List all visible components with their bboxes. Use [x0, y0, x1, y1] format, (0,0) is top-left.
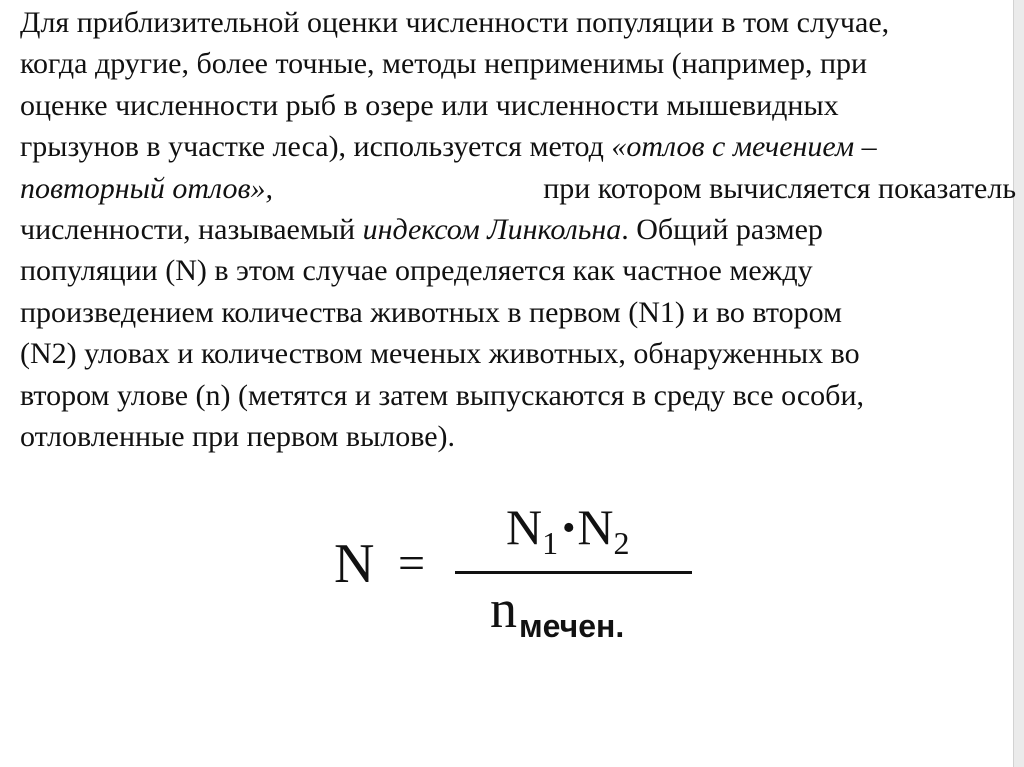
text-line: [20, 168, 1016, 209]
text-run: оценке численности рыб в озере или численности мышевидных: [20, 88, 839, 122]
denominator-subscript: мечен.: [519, 608, 625, 644]
formula-equals-sign: =: [398, 537, 426, 590]
text-run: произведением количества животных в первом (N1) и во втором: [20, 295, 842, 329]
method-name-italic: «отлов с мечением –: [611, 130, 877, 164]
numerator-subscript-1: 1: [542, 525, 559, 561]
text-run: численности, называемый: [20, 213, 363, 247]
body-paragraph: [20, 2, 1016, 457]
text-run: когда другие, более точные, методы неприменимы (например, при: [20, 47, 868, 81]
text-line: [20, 292, 1016, 333]
text-line: [20, 333, 1016, 374]
text-run: . Общий размер: [621, 213, 823, 247]
numerator-var-2: N: [577, 499, 614, 555]
lincoln-index-formula: [334, 499, 706, 652]
text-line: [20, 126, 1016, 167]
text-line: [20, 416, 1016, 457]
lincoln-index-italic: индексом Линкольна: [362, 213, 622, 247]
text-run: (N2) уловах и количеством меченых животных, обнаруженных во: [20, 337, 860, 371]
text-line: [20, 2, 1016, 43]
numerator-var-1: N: [506, 499, 543, 555]
formula-numerator: [506, 499, 630, 561]
multiply-dot: •: [562, 507, 576, 549]
text-run: популяции (N) в этом случае определяется как частное между: [20, 254, 813, 288]
text-line: [20, 209, 1016, 250]
text-run: втором улове (n) (метятся и затем выпускаются в среду все особи,: [20, 378, 864, 412]
text-run: при котором вычисляется показатель: [543, 171, 1016, 205]
text-run: грызунов в участке леса), используется метод: [20, 130, 612, 164]
text-run: Для приблизительной оценки численности популяции в том случае,: [20, 6, 890, 39]
text-line: [20, 375, 1016, 416]
text-line: [20, 250, 1016, 291]
numerator-subscript-2: 2: [613, 525, 630, 561]
formula-lhs: N: [334, 533, 375, 595]
fraction-bar: [455, 571, 692, 574]
denominator-var: n: [490, 579, 517, 639]
method-name-italic: повторный отлов»,: [20, 171, 274, 205]
text-run: [20, 126, 877, 167]
text-line: [20, 43, 1016, 84]
text-line: [20, 85, 1016, 126]
formula-denominator: [490, 579, 625, 644]
text-run: отловленные при первом вылове).: [20, 420, 456, 454]
text-run: [20, 209, 823, 250]
